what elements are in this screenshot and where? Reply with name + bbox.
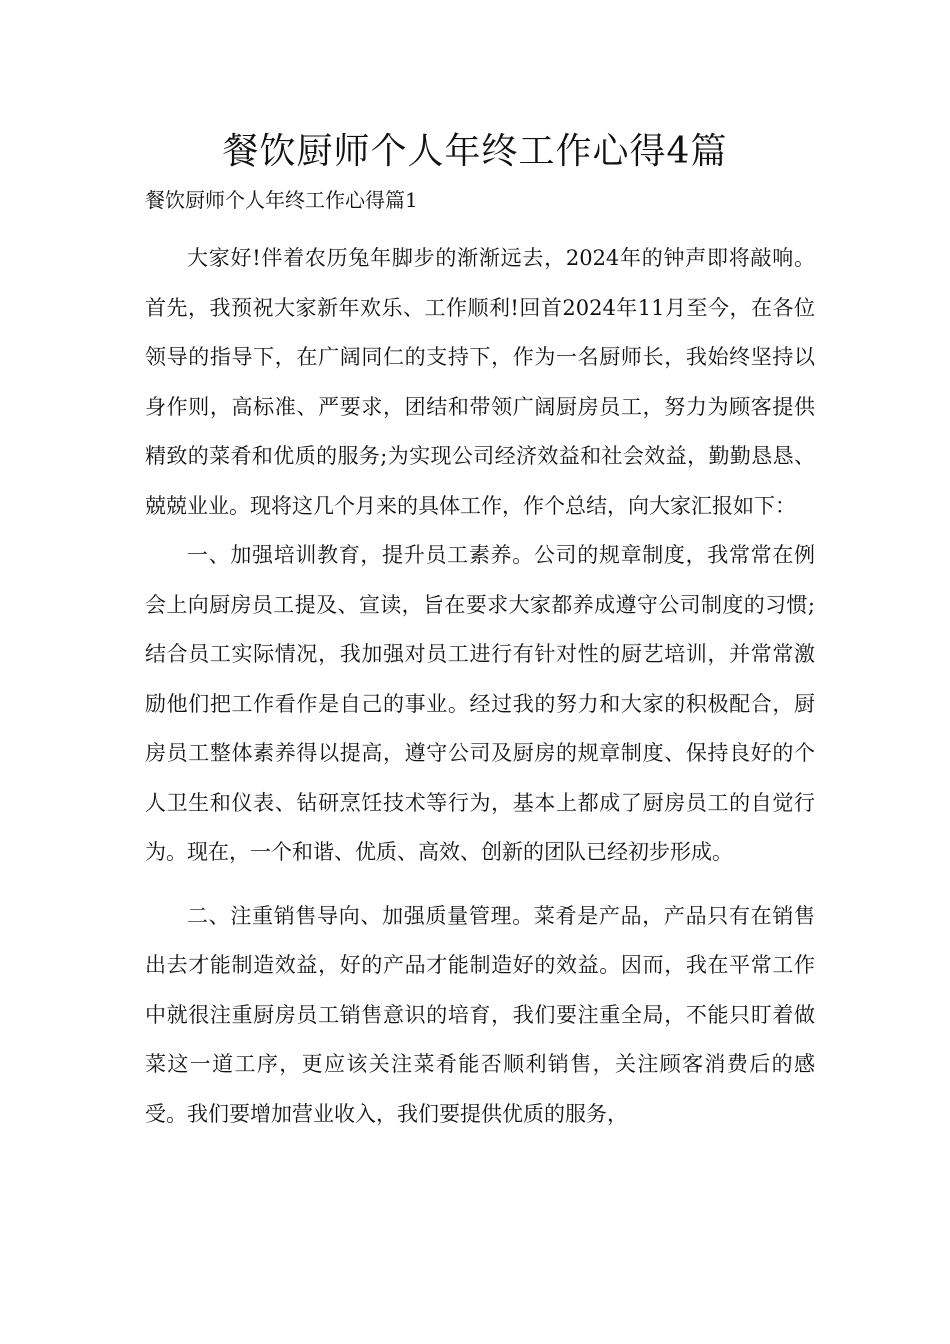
document-title: 餐饮厨师个人年终工作心得4篇 bbox=[222, 131, 728, 172]
section-heading: 餐饮厨师个人年终工作心得篇1 bbox=[145, 188, 418, 212]
paragraph-1: 大家好!伴着农历兔年脚步的渐渐远去，2024年的钟声即将敲响。首先，我预祝大家新年欢乐、工作顺利!回首2024年11月至今，在各位领导的指导下，在广阔同仁的支持下，作为一名厨师长，我始终坚持以身作则，高标准、严要求，团结和带领广阔厨房员工，努力为顾客提供精致的菜肴和优质的服务;为实现公司经济效益和社会效益，勤勤恳恳、兢兢业业。现将这几个月来的具体工作，作个总结，向大家汇报如下： bbox=[145, 246, 815, 518]
document-body bbox=[145, 234, 815, 1139]
paragraph-3: 二、注重销售导向、加强质量管理。菜肴是产品，产品只有在销售出去才能制造效益，好的产品才能制造好的效益。因而，我在平常工作中就很注重厨房员工销售意识的培育，我们要注重全局，不能只盯着做菜这一道工序，更应该关注菜肴能否顺利销售，关注顾客消费后的感受。我们要增加营业收入，我们要提供优质的服务， bbox=[145, 903, 815, 1126]
paragraph-2: 一、加强培训教育，提升员工素养。公司的规章制度，我常常在例会上向厨房员工提及、宣读，旨在要求大家都养成遵守公司制度的习惯;结合员工实际情况，我加强对员工进行有针对性的厨艺培训，并常常激励他们把工作看作是自己的事业。经过我的努力和大家的积极配合，厨房员工整体素养得以提高，遵守公司及厨房的规章制度、保持良好的个人卫生和仪表、钻研烹饪技术等行为，基本上都成了厨房员工的自觉行为。现在，一个和谐、优质、高效、创新的团队已经初步形成。 bbox=[145, 543, 815, 864]
